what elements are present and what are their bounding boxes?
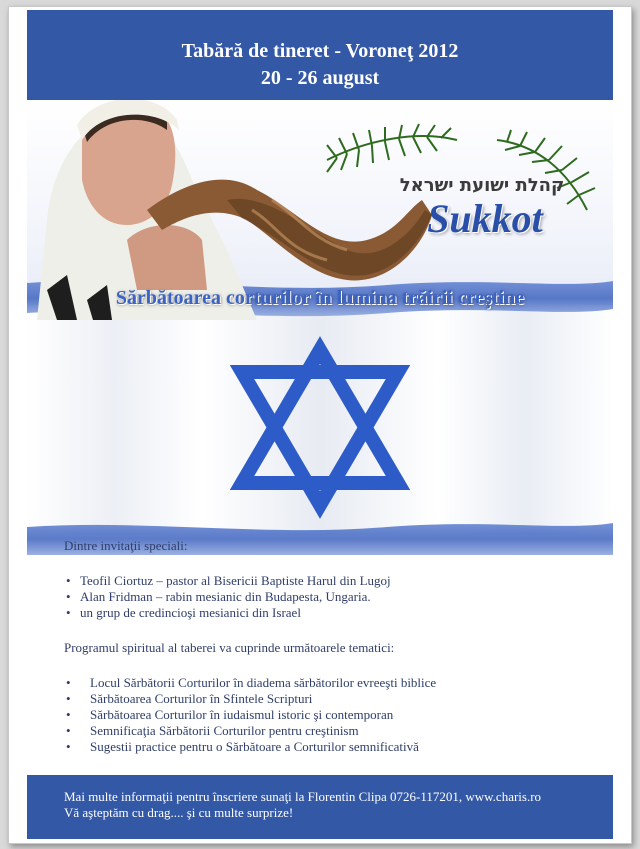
guests-heading: Dintre invitaţii speciali: <box>64 538 188 553</box>
closing-message: Vă aşteptăm cu drag.... şi cu multe surprize! <box>64 805 294 820</box>
program-item: • Semnificaţia Sărbătorii Corturilor pentru creştinism <box>64 723 594 739</box>
program-item: • Sărbătoarea Corturilor în Sfintele Scripturi <box>64 691 594 707</box>
poster-content <box>64 538 594 755</box>
sukkot-logo-text: Sukkot <box>427 196 543 241</box>
footer-band <box>27 775 613 839</box>
guest-item: • Teofil Ciortuz – pastor al Bisericii Baptiste Harul din Lugoj <box>64 573 594 589</box>
poster-subtitle: Sărbătoarea corturilor în lumina trăirii creştine <box>115 287 525 309</box>
hebrew-logo-text: קהלת ישועת ישראל <box>399 175 565 196</box>
guest-item: • un grup de credincioşi mesianici din Israel <box>64 605 594 621</box>
program-item: • Locul Sărbătorii Corturilor în diadema sărbătorilor evreeşti biblice <box>64 675 594 691</box>
poster <box>27 10 613 839</box>
program-heading: Programul spiritual al taberei va cuprinde următoarele tematici: <box>64 640 395 655</box>
program-item: • Sugestii practice pentru o Sărbătoare a Corturilor semnificativă <box>64 739 594 755</box>
guest-item: • Alan Fridman – rabin mesianic din Budapesta, Ungaria. <box>64 589 594 605</box>
program-list <box>64 675 594 755</box>
guests-list <box>64 573 594 621</box>
event-dates: 20 - 26 august <box>260 67 380 89</box>
header-band <box>27 10 613 100</box>
contact-info: Mai multe informaţii pentru înscriere sunaţi la Florentin Clipa 0726-117201, www.charis.ro <box>64 789 542 804</box>
event-title: Tabără de tineret - Voroneţ 2012 <box>181 40 459 62</box>
program-item: • Sărbătoarea Corturilor în iudaismul istoric şi contemporan <box>64 707 594 723</box>
